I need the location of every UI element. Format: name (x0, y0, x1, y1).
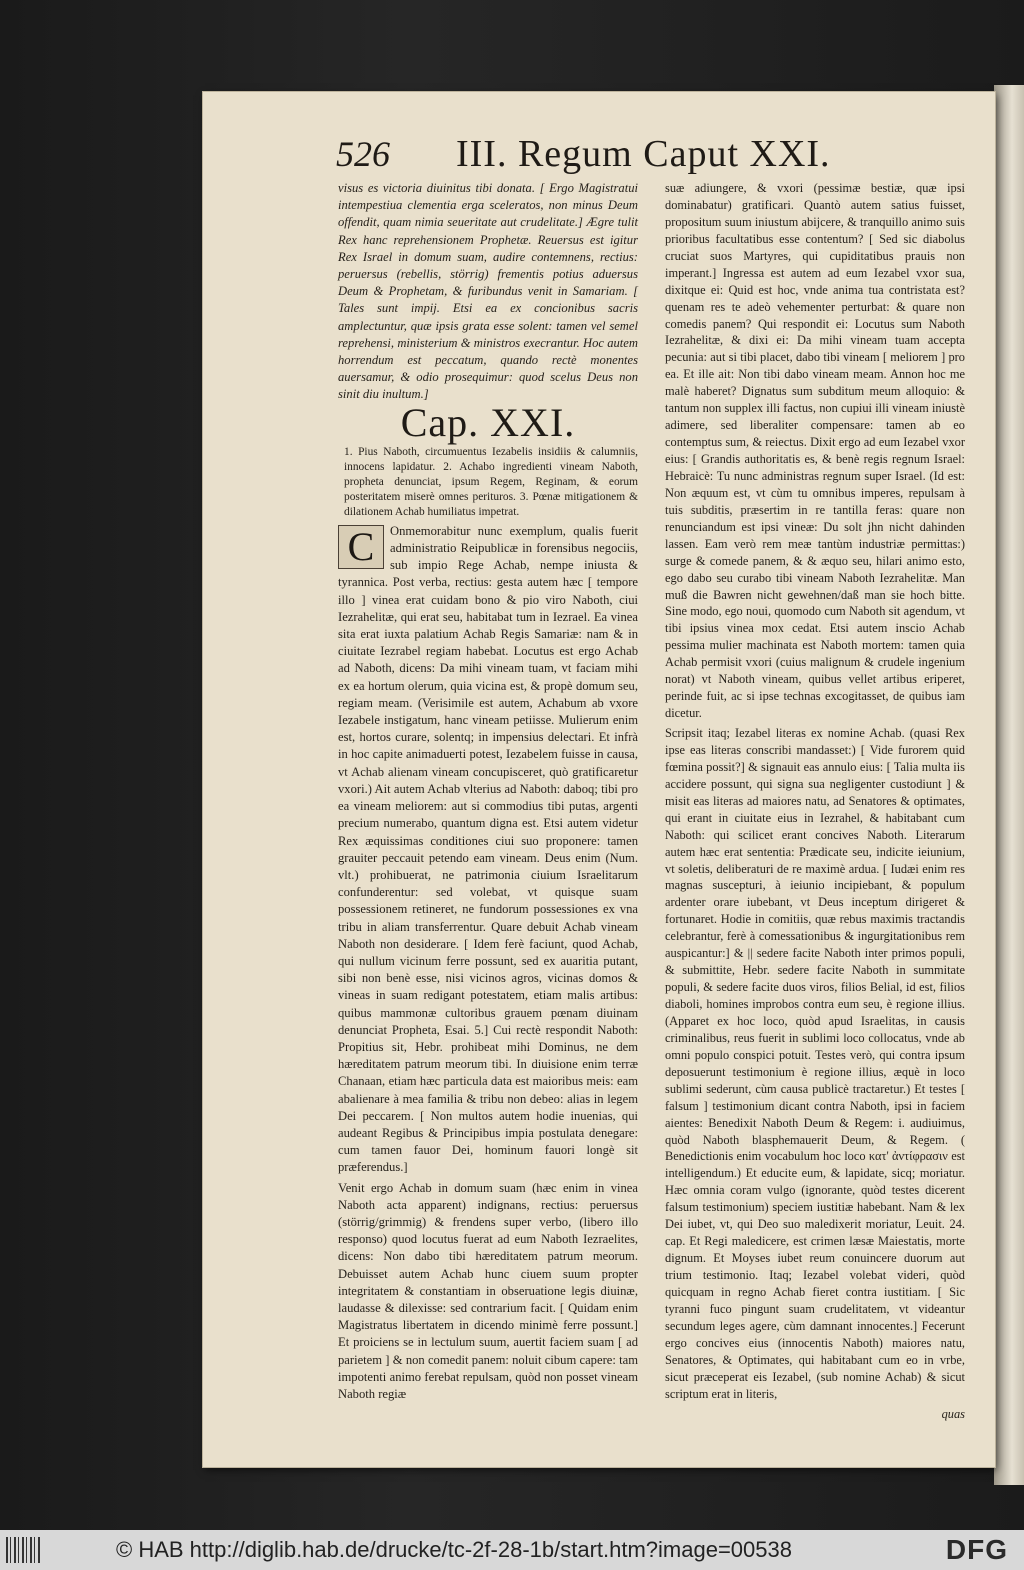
chapter-heading: Cap. XXI. (400, 399, 576, 445)
footer-source-link[interactable]: © HAB http://diglib.hab.de/drucke/tc-2f-28-1b/start.htm?image=00538 (116, 1537, 792, 1562)
left-body-paragraph (338, 523, 638, 1177)
adjacent-page-edge (994, 85, 1024, 1485)
page-number: 526 (336, 134, 390, 174)
right-paragraph-1: suæ adiungere, & vxori (pessimæ bestiæ, quæ ipsi dominabatur) gratificari. Quantò autem satius fuisset, propositum suum iniustum abijcere, & tranquillo animo suis prioribus facultatibus esse contentum? [ Sed sic diabolus cruciat suos Martyres, qui cupiditatibus prauis non imperant.] Ingressa est autem ad eum Iezabel vxor sua, dixitque ei: Quid est hoc, vnde anima tua contristata est? quenam res te adeò vehementer perturbat: & quare non comedis panem? Qui respondit ei: Locutus sum Naboth Iezrahelitæ, & dixi ei: Da mihi vineam tuam accepta pecunia: aut si tibi placet, dabo tibi vineam [ meliorem ] pro ea. Et ille ait: Non tibi dabo vineam meam. Annon hoc me malè haberet? Dignatus sum subditum meum alloquio: & tantum non supplex illi factus, non cupiui illi vineam iniustè adimere, sed liberaliter compensare: tamen ab eo contemptus sum, & reiectus. Dixit ergo ad eum Iezabel vxor eius: [ Grandis authoritatis es, & benè regis regnum Israel: Hebraicè: Tu nunc administras regnum super Israel. (Id est: Non æquum est, vt cùm tu omnibus imperes, repulsam à tuis subditis, præsertim in re tantilla feras: quare non renunciandum est ipsi vineæ: Du solt jhn nicht dahinden lassen. Eam verò rem meæ tantùm industriæ permittas:) surge & comede panem, & & æquo seu, hilari animo esto, ego dabo seu curabo tibi vineam Naboth Iezrahelitæ. Man muß die Bawren nicht gewehnen/daß man sie hoch bitte. Sine modo, ego noui, quomodo cum Naboth sit agendum, vt tibi ipsius vinea mox cedat. Etsi autem inscio Achab pessima mulier machinata est Naboth mortem: tamen quia Achab permisit vxori (cuius malignum & crudele ingenium norat) vt Naboth vineam, quibus vellet artibus eriperet, perinde fuit, ac si ipse technas excogitasset, de quibus iam dicetur. (665, 181, 965, 721)
chapter-summary: 1. Pius Naboth, circumuentus Iezabelis insidiis & calumniis, innocens lapidatur. 2. Achabo ingredienti vineam Naboth, propheta denunciat, ipsum Regem, Reginam, & eorum posteritatem miserè omnes perituros. 3. Pœnæ mitigationem & dilationem Achab humiliatus impetrat. (344, 445, 638, 518)
left-top-paragraph: visus es victoria diuinitus tibi donata. [ Ergo Magistratui intempestiua clementia erga sceleratos, non minus Deum offendit, quam nimia seueritate aut crudelitate.] Ægre tulit Rex hanc reprehensionem Prophetæ. Reuersus est igitur Rex Israel in domum suam, audire contemnens, rectius: peruersus (rebellis, störrig) frementis potius aduersus Deum & Prophetam, & furibundus venit in Samariam. [ Tales sunt impij. Etsi ea ex concionibus sacris amplectuntur, quæ ipsis grata esse solent: tamen vel semel reprehensi, ministerium & ministros execrantur. Hoc autem horrendum est peccatum, quando rectè monentes auersamur, & odio prosequimur: quod scelus Deus non sinit diu inultum.] (338, 181, 638, 402)
decorated-initial: C (338, 525, 384, 569)
right-paragraph-2: Scripsit itaq; Iezabel literas ex nomine Achab. (quasi Rex ipse eas literas conscribi mandasset:) [ Vide furorem quid fœmina possit?] & signauit eas annulo eius: [ Talia multa iis accidere possunt, qui signa sua negligenter custodiunt ] & misit eas literas ad maiores natu, ad Senatores & optimates, qui erant in ciuitate eius in Iezrahel, & habitabant cum Naboth: qui scilicet erant concives Naboth. Literarum autem hæc erat sententia: Prædicate seu, indicite ieiunium, vt soletis, deliberaturi de re maximè ardua. [ Iudæi enim res magnas suscepturi, à ieiunio incipiebant, & populum ardenter orare iubebant, vt Deus inceptum dirigeret & fortunaret. Hodie in comitiis, quæ rebus maximis tractandis celebrantur, ferè à comessationibus & ingurgitationibus rem auspicantur:] & || sedere facite Naboth inter primos populi, & submittite, Hebr. sedere facite Naboth in summitate populi, & sedere facite duos viros, filios Belial, id est, filios diaboli, homines improbos contra eum seu, è regione illius. (Apparet ex hoc loco, quòd apud Israelitas, in causis criminalibus, reus fuerit in sublimi loco collocatus, vnde ab omni populo conspici potuit. Testes verò, qui contra ipsum deposuerunt testimonium è regione illius, æquè in loco sublimi sederunt, cùm causa publicè tractaretur.) Et testes [ falsum ] testimonium dicant contra Naboth, ipsi in faciem aientes: Benedixit Naboth Deum & Regem: i. audiuimus, quòd Naboth blasphemauerit Deum, & Regem. ( Benedictionis enim vocabulum hoc loco κατ' ἀντίφρασιν est intelligendum.) Et educite eum, & lapidate, sicq; moriatur. Hæc omnia coram vulgo (ignorante, quòd testes dicerent falsum testimonium) speciem iustitiæ habebant. Nam & lex Dei iubet, vt, qui Deo suo maledixerit moriatur, Leuit. 24. cap. Et Regi maledicere, est crimen læsæ Maiestatis, morte dignum. Et Moyses iubet reum conuincere duorum aut trium testimonio. Itaq; Iezabel volebat videri, quòd quicquam in regno Achab fieret contra iustitiam. [ Sic tyranni fuco pingunt suam crudelitatem, vt videantur secundum leges agere, cùm damnant innocentes.] Fecerunt ergo concives eius (innocentis Naboth) maiores natu, Senatores, & Optimates, qui habitabant cum eo in vrbe, sicut præceperat eis Iezabel, (sub nomine Achab) & sicut scriptum erat in literis, (665, 726, 965, 1401)
page-header (336, 132, 966, 182)
left-column (338, 180, 638, 1406)
catchword: quas (941, 1406, 965, 1421)
left-body-text: Onmemorabitur nunc exemplum, qualis fuerit administratio Reipublicæ in forensibus negociis, sub impio Rege Achab, nempe iniusta & tyrannica. Post verba, rectius: gesta autem hæc [ tempore illo ] vinea erat cuidam bono & pio viro Naboth, ciui Iezrahelitæ, qui erat seu, habitabat tum in Iezrael. Ea vinea sita erat iuxta palatium Achab Regis Samariæ: nam & in ciuitate Iezrabel regiam habebat. Locutus est ergo Achab ad Naboth, dicens: Da mihi vineam tuam, vt faciam mihi ex ea hortum olerum, quia vicina est, & propè domum seu, regiam meam. (Verisimile est autem, Achabum ab vxore Iezabele instigatum, hanc vineam petiisse. Mulierum enim est, hortos curare, solentq; in impensius delectari. Et infrà in hoc capite animaduerti potest, Iezabelem fuisse in causa, vt Achab alienam vineam concupisceret, quò gratificaretur vxori.) Ait autem Achab vlterius ad Naboth: daboq; tibi pro ea vineam meliorem: aut si commodius tibi putas, argenti precium numerabo, quantum digna est. Etsi autem videtur Rex æquissimas conditiones ciui suo proponere: tamen grauiter peccauit petendo eam vineam. Deus enim (Num. vlt.) prohibuerat, ne patrimonia ciuium Israelitarum confunderentur: sed volebat, vt quisque suam possessionem retineret, ne fundorum possessiones ex vna tribu in aliam transferrentur. Quare debuit Achab vineam Naboth non desiderare. [ Idem ferè faciunt, quod Achab, qui nullum vicinum ferre possunt, sed ex auaritia putant, sibi non benè esse, nisi vicinos agros, vicinas domos & vineas in suam redigant potestatem, etiam malis artibus: quibus mammonæ cultoribus grauem pœnam diuinam denunciat Propheta, Esai. 5.] Cui rectè respondit Naboth: Propitius sit, Hebr. prohibeat mihi Dominus, ne dem hæreditatem patrum meorum tibi. In diuisione enim terræ Chanaan, etiam hæc particula data est maioribus meis: eam abalienare à mea familia & tribu non debeo: alias in legem Dei peccarem. [ Non multos autem hodie inuenias, qui audeant Regibus & Principibus impia postulata denegare: cum tamen fauor Dei, hominum fauori longè sit præferendus.] (338, 523, 638, 1175)
book-page (203, 92, 995, 1467)
right-column (665, 180, 965, 1422)
left-body-paragraph-2: Venit ergo Achab in domum suam (hæc enim in vinea Naboth acta apparent) indignans, rectius: peruersus (störrig/grimmig) & frendens super verbo, (libero illo responso) quod locutus fuerat ad eum Naboth Iezraelites, dicens: Non dabo tibi hæreditatem patrum meorum. Debuisset autem Achab hunc ciuem suum propter integritatem & constantiam in obseruatione legis diuinæ, laudasse & dilexisse: sed contrarium facit. [ Quidam enim Magistratus libertatem in dicendo minimè ferre possunt.] Et proiciens se in lectulum suum, auertit faciem suam [ ad parietem ] & non comedit panem: noluit cibum capere: tam impotenti animo ferebat repulsam, quòd non posset vineam Naboth regiæ (338, 1180, 638, 1401)
running-title: III. Regum Caput XXI. (456, 133, 831, 175)
footer-bar (0, 1530, 1024, 1570)
barcode-icon (6, 1537, 42, 1563)
dfg-logo: DFG (945, 1534, 1008, 1565)
